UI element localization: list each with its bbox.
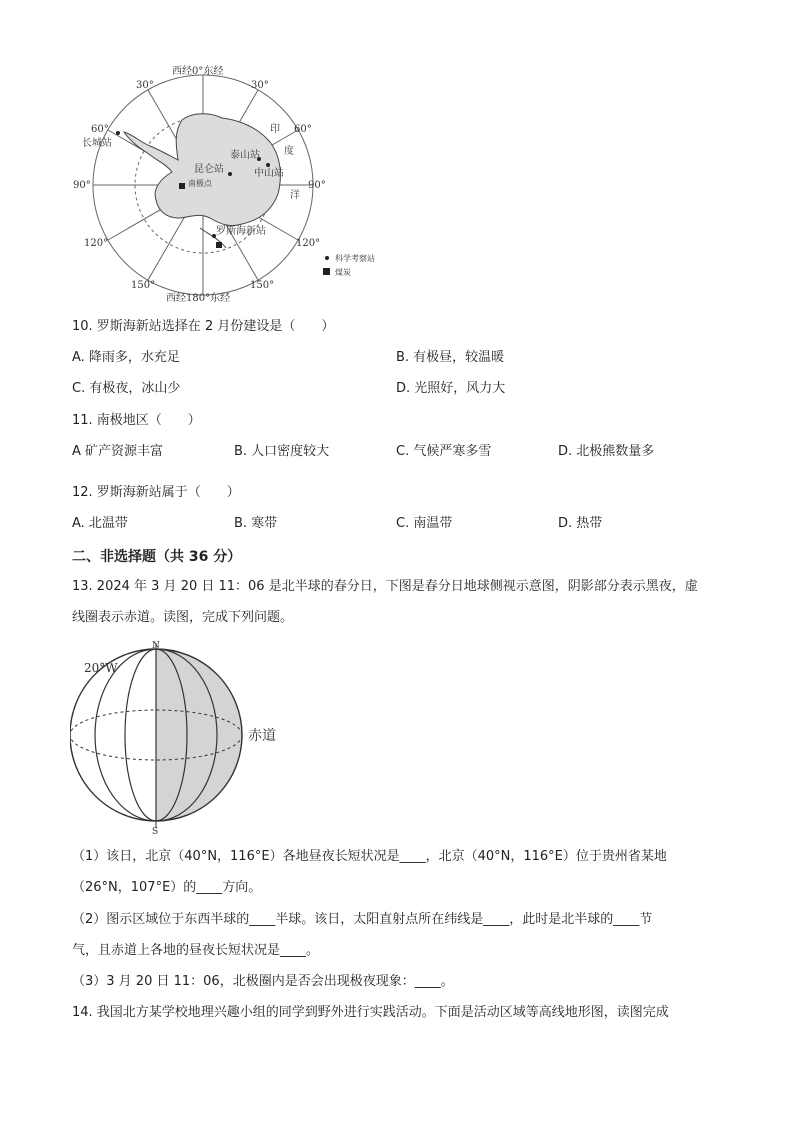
label-ocean-2: 度 bbox=[284, 146, 294, 157]
globe-south-label: S bbox=[152, 827, 159, 837]
antarctica-polar-map bbox=[70, 60, 400, 310]
q12-option-a[interactable]: A. 北温带 bbox=[72, 516, 128, 531]
legend-coal-label: 煤炭 bbox=[335, 268, 351, 277]
label-30-right: 30° bbox=[251, 80, 269, 91]
q13-part3: （3）3 月 20 日 11：06，北极圈内是否会出现极夜现象：____。 bbox=[72, 974, 454, 989]
legend-station-dot bbox=[325, 256, 329, 260]
q11-option-d[interactable]: D. 北极熊数量多 bbox=[558, 444, 655, 459]
q12-option-d[interactable]: D. 热带 bbox=[558, 516, 603, 531]
q13-part1-line2: （26°N，107°E）的____方向。 bbox=[72, 880, 262, 895]
q11-option-a[interactable]: A 矿产资源丰富 bbox=[72, 444, 164, 459]
q13-stem-line2: 线圈表示赤道。读图，完成下列问题。 bbox=[72, 610, 294, 625]
legend-station-label: 科学考察站 bbox=[335, 254, 375, 263]
q10-option-a[interactable]: A. 降雨多，水充足 bbox=[72, 350, 180, 365]
q13-part2-line1: （2）图示区域位于东西半球的____半球。该日，太阳直射点所在纬线是____，此时是北半球的____节 bbox=[72, 912, 653, 927]
label-changcheng: 长城站 bbox=[82, 138, 112, 149]
q10-option-b[interactable]: B. 有极昼，较温暖 bbox=[396, 350, 505, 365]
legend-coal-square bbox=[323, 268, 330, 275]
globe-north-label: N bbox=[152, 641, 160, 651]
label-30-left: 30° bbox=[136, 80, 154, 91]
section-heading: 二、非选择题（共 36 分） bbox=[72, 549, 242, 565]
q11-option-b[interactable]: B. 人口密度较大 bbox=[234, 444, 330, 459]
label-150-left: 150° bbox=[131, 280, 156, 291]
q12-option-c[interactable]: C. 南温带 bbox=[396, 516, 453, 531]
q11-option-c[interactable]: C. 气候严寒多雪 bbox=[396, 444, 492, 459]
station-dot-zhongshan bbox=[266, 163, 270, 167]
q12-stem: 12. 罗斯海新站属于（ ） bbox=[72, 485, 240, 500]
label-60-right: 60° bbox=[294, 124, 312, 135]
label-south-pole: 南极点 bbox=[188, 179, 212, 188]
q13-part1-line1: （1）该日，北京（40°N，116°E）各地昼夜长短状况是____，北京（40°N，116°E）位于贵州省某地 bbox=[72, 849, 667, 864]
station-dot-kunlun bbox=[228, 172, 232, 176]
globe-longitude-label: 20°W bbox=[84, 661, 118, 675]
label-120-right: 120° bbox=[296, 238, 321, 249]
label-120-left: 120° bbox=[84, 238, 109, 249]
label-ocean-1: 印 bbox=[270, 124, 280, 135]
label-taishan: 泰山站 bbox=[230, 150, 260, 161]
station-dot-changcheng bbox=[116, 131, 120, 135]
q13-stem-line1: 13. 2024 年 3 月 20 日 11：06 是北半球的春分日，下图是春分日地球侧视示意图，阴影部分表示黑夜，虚 bbox=[72, 579, 698, 594]
q14-stem: 14. 我国北方某学校地理兴趣小组的同学到野外进行实践活动。下面是活动区域等高线地形图，读图完成 bbox=[72, 1005, 669, 1020]
coal-marker-1 bbox=[179, 183, 185, 189]
globe-diagram bbox=[70, 638, 290, 838]
q10-stem: 10. 罗斯海新站选择在 2 月份建设是（ ） bbox=[72, 319, 335, 334]
q11-stem: 11. 南极地区（ ） bbox=[72, 413, 201, 428]
label-60-left: 60° bbox=[91, 124, 109, 135]
label-top: 西经0°东经 bbox=[172, 66, 224, 77]
label-kunlun: 昆仑站 bbox=[194, 164, 224, 175]
q12-option-b[interactable]: B. 寒带 bbox=[234, 516, 278, 531]
globe-equator-label: 赤道 bbox=[248, 728, 276, 744]
label-90-left: 90° bbox=[73, 180, 91, 191]
label-zhongshan: 中山站 bbox=[254, 168, 284, 179]
q10-option-d[interactable]: D. 光照好，风力大 bbox=[396, 381, 506, 396]
label-luosihai: 罗斯海新站 bbox=[216, 226, 266, 237]
label-150-right: 150° bbox=[250, 280, 275, 291]
q10-option-c[interactable]: C. 有极夜，冰山少 bbox=[72, 381, 181, 396]
label-90-right: 90° bbox=[308, 180, 326, 191]
label-bottom: 西经180°东经 bbox=[166, 293, 231, 304]
q13-part2-line2: 气，且赤道上各地的昼夜长短状况是____。 bbox=[72, 943, 320, 958]
label-ocean-3: 洋 bbox=[290, 190, 300, 201]
coal-marker-2 bbox=[216, 242, 222, 248]
night-shade bbox=[156, 638, 256, 838]
